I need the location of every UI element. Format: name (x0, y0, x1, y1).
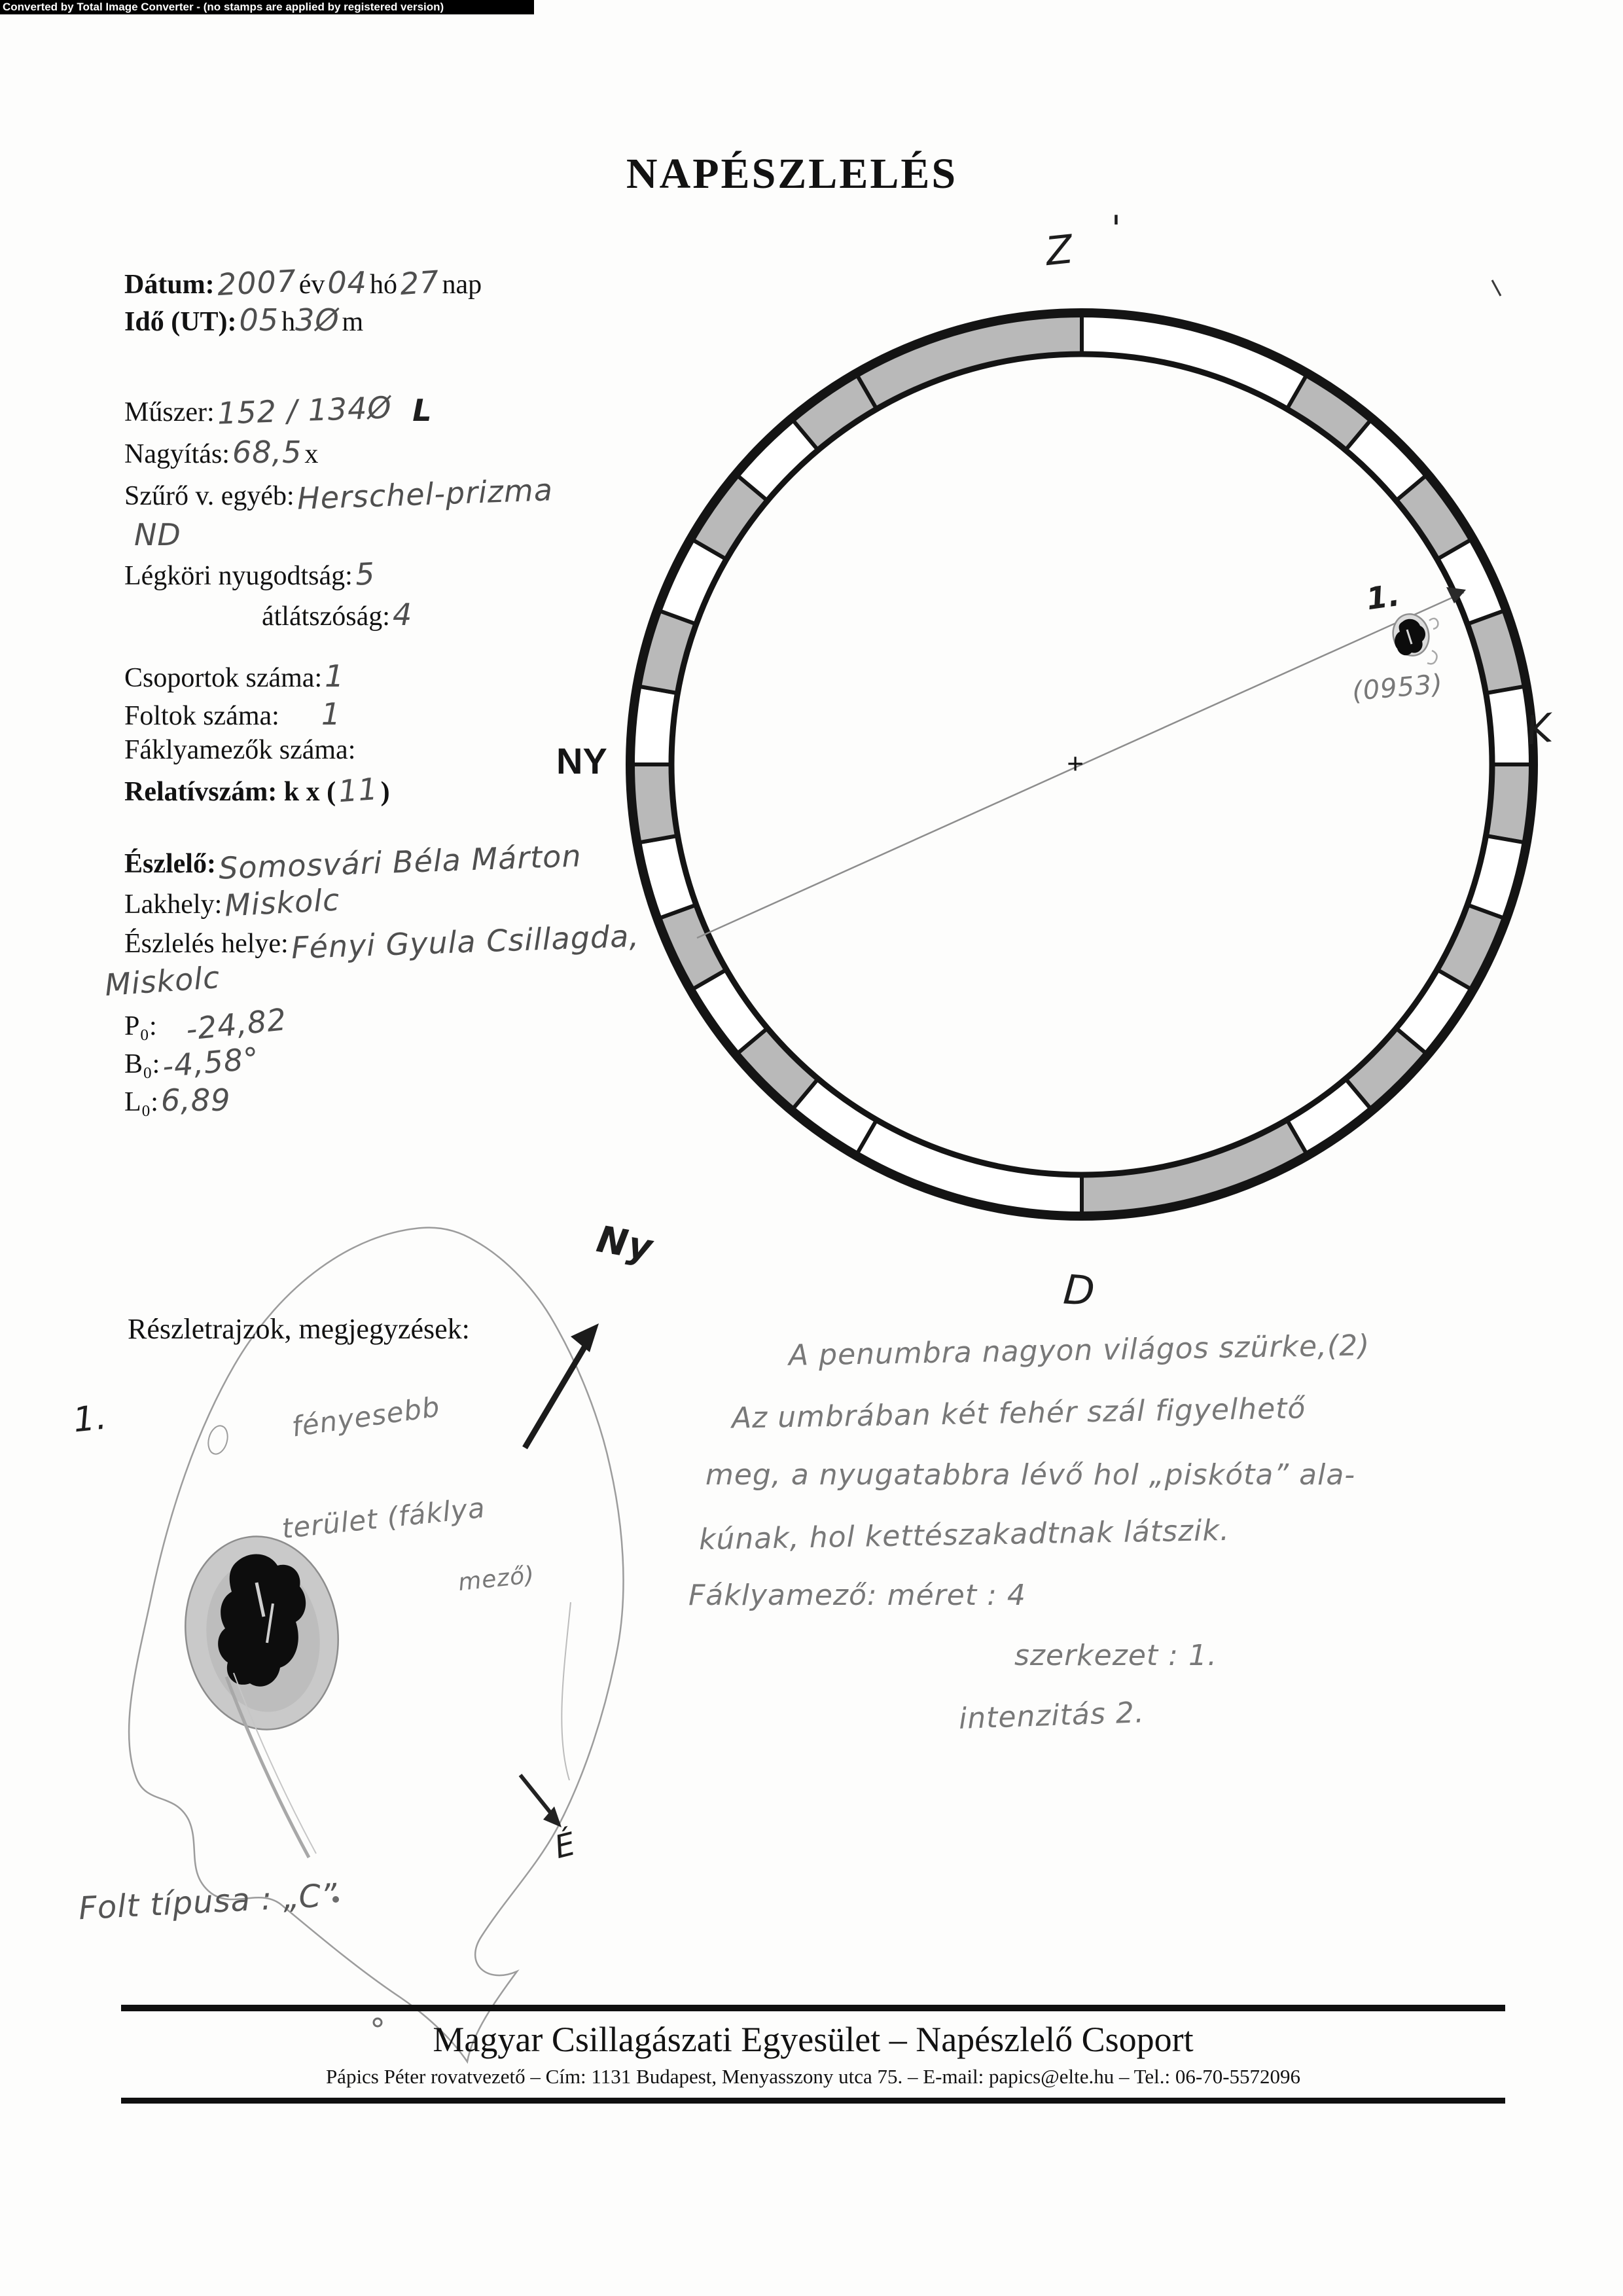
field-relativszam (124, 772, 390, 808)
datum-year-value: 2007 (216, 262, 298, 303)
disk-north-tick: ' (1111, 208, 1122, 249)
nagyitas-value: 68,5 (232, 435, 302, 470)
eszleles-helye-value: Fényi Gyula Csillagda, (290, 918, 640, 966)
small-pore-outline (205, 1424, 230, 1456)
datum-label: Dátum: (124, 270, 215, 300)
ev-label: év (298, 270, 325, 300)
note-line: Az umbrában két fehér szál figyelhető (731, 1391, 1306, 1435)
sunspot-on-disk (1389, 610, 1438, 664)
converter-watermark: Converted by Total Image Converter - (no stamps are applied by registered version) (0, 0, 534, 14)
eszlelo-value: Somosvári Béla Márton (218, 838, 582, 886)
field-eszlelo (124, 838, 582, 886)
csoportok-value: 1 (325, 658, 345, 694)
p0-label: P₀: (124, 1011, 157, 1041)
sketch-north-arrow-label: É (550, 1825, 580, 1866)
l0-value: 6,89 (160, 1083, 231, 1118)
relativszam-value: 11 (337, 770, 380, 810)
footer-rule-bottom (121, 2098, 1505, 2104)
b0-label: B₀: (124, 1049, 160, 1079)
disk-center-mark: + (1067, 747, 1084, 780)
note-line: Fáklyamező: méret : 4 (688, 1579, 1026, 1612)
ido-hour-value: 05 (239, 302, 279, 338)
field-szuro (124, 472, 554, 516)
sketch-caption-line2: terület (fáklya (280, 1491, 487, 1545)
sketch-number: 1. (71, 1397, 109, 1441)
h-label: h (281, 307, 296, 337)
field-csoportok (124, 658, 344, 694)
field-datum (124, 262, 482, 303)
disk-east-label: K (1523, 705, 1556, 755)
field-legkori (124, 556, 375, 592)
field-b0 (124, 1040, 261, 1085)
field-atlatszosag (262, 597, 412, 632)
atlatszosag-value: 4 (392, 597, 413, 632)
field-foltok (124, 696, 341, 732)
lakhely-label: Lakhely: (124, 889, 223, 920)
csoportok-label: Csoportok száma: (124, 663, 323, 693)
field-muszer (124, 389, 433, 431)
note-line: meg, a nyugatabbra lévő hol „piskóta” ala- (705, 1458, 1356, 1492)
field-nagyitas (124, 435, 318, 470)
szuro-value: Herschel-prizma (296, 472, 554, 516)
ido-label: Idő (UT): (124, 307, 237, 337)
muszer-type-value: L (412, 393, 433, 428)
spot-type-line: Folt típusa : „C” (77, 1876, 339, 1928)
footer-contact: Pápics Péter rovatvezető – Cím: 1131 Budapest, Menyasszony utca 75. – E-mail: papics@elte.hu – Tel.: 06-70-5572096 (325, 2065, 1301, 2088)
p0-value: -24,82 (184, 1001, 289, 1047)
eszleles-helye-label: Észlelés helye: (124, 929, 289, 959)
atlatszosag-label: átlátszóság: (262, 601, 390, 632)
footer-rule-top (121, 2005, 1505, 2011)
page-title: NAPÉSZLELÉS (626, 150, 958, 198)
footer-organization: Magyar Csillagászati Egyesület – Napészlelő Csoport (433, 2020, 1194, 2059)
field-lakhely (124, 882, 341, 924)
notes-heading: Részletrajzok, megjegyzések: (128, 1313, 470, 1345)
field-p0 (124, 1001, 289, 1047)
nap-label: nap (442, 270, 482, 300)
disk-north-label: Z (1043, 226, 1076, 276)
datum-month-value: 04 (327, 265, 367, 300)
muszer-label: Műszer: (124, 397, 215, 427)
ido-min-value: 3Ø (295, 302, 340, 338)
field-eszleles-helye (124, 918, 640, 966)
faint-inner-line (562, 1602, 571, 1780)
west-direction-arrow (525, 1323, 599, 1448)
stray-pen-mark (1492, 280, 1501, 296)
field-szuro-line2 (134, 517, 181, 552)
sunspot-ref-number: 1. (1364, 577, 1402, 617)
sketch-west-arrow-label: Ny (594, 1218, 656, 1270)
ho-label: hó (369, 270, 397, 300)
l0-label: L₀: (124, 1087, 158, 1117)
b0-value: -4,58° (161, 1040, 261, 1085)
note-line: szerkezet : 1. (1014, 1639, 1217, 1672)
eszlelo-label: Észlelő: (124, 849, 216, 879)
eszleles-helye-value2: Miskolc (103, 959, 221, 1003)
muszer-value: 152 / 134Ø (216, 389, 393, 431)
relativszam-label: Relatívszám: k x ( (124, 777, 336, 807)
x-label: x (304, 439, 319, 469)
szuro-label: Szűrő v. egyéb: (124, 481, 294, 511)
lakhely-value: Miskolc (223, 882, 341, 924)
north-direction-arrow (520, 1775, 562, 1827)
faklyamezok-label: Fáklyamezők száma: (124, 735, 356, 765)
legkori-value: 5 (354, 556, 376, 592)
note-line: A penumbra nagyon világos szürke,(2) (788, 1329, 1370, 1372)
field-faklyamezok (124, 734, 358, 766)
sunspot-detail-sketch (129, 1228, 624, 2062)
sunspot-group-number: (0953) (1351, 669, 1444, 707)
m-label: m (342, 307, 364, 337)
field-ido (124, 302, 363, 338)
sketch-caption-line3: mező) (457, 1561, 537, 1597)
legkori-label: Légköri nyugodtság: (124, 561, 353, 591)
note-line: kúnak, hol kettészakadtnak látszik. (698, 1513, 1230, 1557)
szuro-value2: ND (134, 517, 181, 552)
foltok-label: Foltok száma: (124, 701, 279, 731)
disk-south-label: D (1061, 1265, 1097, 1316)
datum-day-value: 27 (399, 263, 441, 302)
disk-west-label: NY (556, 740, 607, 781)
field-eszleles-helye-line2 (103, 959, 221, 1003)
nagyitas-label: Nagyítás: (124, 439, 230, 469)
foltok-value: 1 (321, 696, 342, 732)
field-l0 (124, 1083, 230, 1118)
note-line: intenzitás 2. (958, 1696, 1145, 1736)
relativszam-close: ) (380, 777, 390, 807)
sketch-caption-line1: fényesebb (289, 1390, 442, 1443)
